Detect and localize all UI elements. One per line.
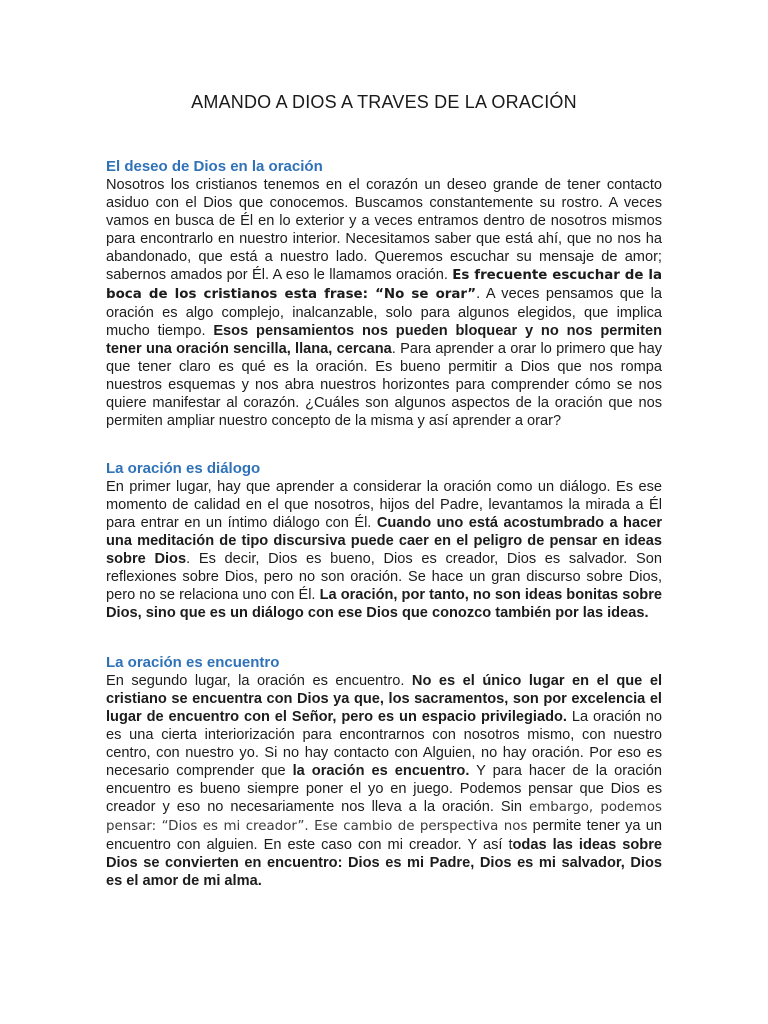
bold-run: Cuando uno está acostumbrado a hacer una meditación de tipo discursiva puede caer en el peligro de pensar en ideas sobre Dios <box>106 515 662 567</box>
text-run: embargo, podemos pensar: “Dios es mi creador”. Ese cambio de perspectiva nos <box>106 800 662 834</box>
section-body <box>106 478 662 622</box>
text-run: . Es decir, Dios es bueno, Dios es creador, Dios es salvador. Son reflexiones sobre Dios, pero no son oración. Se hace un gran discurso sobre Dios, pero no se relaciona uno con Él. <box>106 551 662 603</box>
text-run: permite tener ya un encuentro con alguien. En este caso con mi creador. Y así t <box>106 818 662 853</box>
text-run: La oración no es una cierta interiorización para encontrarnos con nosotros mismo, con nuestro centro, con nuestro yo. Si no hay contacto con Alguien, no hay oración. Por eso es necesario comprender que <box>106 709 662 779</box>
text-run: . A veces pensamos que la oración es algo complejo, inalcanzable, solo para algunos elegidos, que implica mucho tiempo. <box>106 286 662 339</box>
page-title: AMANDO A DIOS A TRAVES DE LA ORACIÓN <box>191 92 577 112</box>
bold-run: Esos pensamientos nos pueden bloquear y no nos permiten tener una oración sencilla, llana, cercana <box>106 323 662 357</box>
section-heading: La oración es diálogo <box>106 460 261 477</box>
text-run: . Para aprender a orar lo primero que hay que tener claro es qué es la oración. Es bueno permitir a Dios que nos rompa nuestros esquemas y nos abra nuestros horizontes para comprender cómo se nos quiere manifestar al corazón. ¿Cuáles son algunos aspectos de la oración que nos permiten ampliar nuestro concepto de la misma y así aprender a orar? <box>106 341 663 429</box>
bold-run: Es frecuente escuchar de la boca de los cristianos esta frase: “No se orar” <box>106 268 662 302</box>
section-heading: El deseo de Dios en la oración <box>106 158 323 175</box>
bold-run: No es el único lugar en el que el cristiano se encuentra con Dios ya que, los sacramentos, son por excelencia el lugar de encuentro con el Señor, pero es un espacio privilegiado. <box>106 673 662 725</box>
bold-run: La oración, por tanto, no son ideas bonitas sobre Dios, sino que es un diálogo con ese Dios que conozco también por las ideas. <box>106 587 662 621</box>
section-body <box>106 176 662 430</box>
section-heading: La oración es encuentro <box>106 654 280 671</box>
text-run: Nosotros los cristianos tenemos en el corazón un deseo grande de tener contacto asiduo con el Dios que conocemos. Buscamos constantemente su rostro. A veces vamos en busca de Él en lo exterior y a veces entramos dentro de nosotros mismos para encontrarlo en nuestro interior. Necesitamos saber que está ahí, que no nos ha abandonado, que está a nuestro lado. Queremos escuchar su mensaje de amor; sabernos amados por Él. A eso le llamamos oración. <box>106 177 662 283</box>
section-dialogo <box>106 459 662 622</box>
section-encuentro <box>106 653 662 890</box>
text-run: En segundo lugar, la oración es encuentro. <box>106 673 412 689</box>
bold-run: odas las ideas sobre Dios se convierten en encuentro: Dios es mi Padre, Dios es mi salvador, Dios es el amor de mi alma. <box>106 837 663 889</box>
section-body <box>106 672 662 890</box>
bold-run: la oración es encuentro. <box>292 763 470 779</box>
section-deseo <box>106 157 662 430</box>
text-run: Y para hacer de la oración encuentro es bueno siempre poner el yo en juego. Podemos pensar que Dios es creador y eso no necesariamente nos lleva a la oración. Sin <box>106 763 662 815</box>
text-run: En primer lugar, hay que aprender a considerar la oración como un diálogo. Es ese momento de calidad en el que nosotros, hijos del Padre, levantamos la mirada a Él para entrar en un íntimo diálogo con Él. <box>106 479 662 531</box>
